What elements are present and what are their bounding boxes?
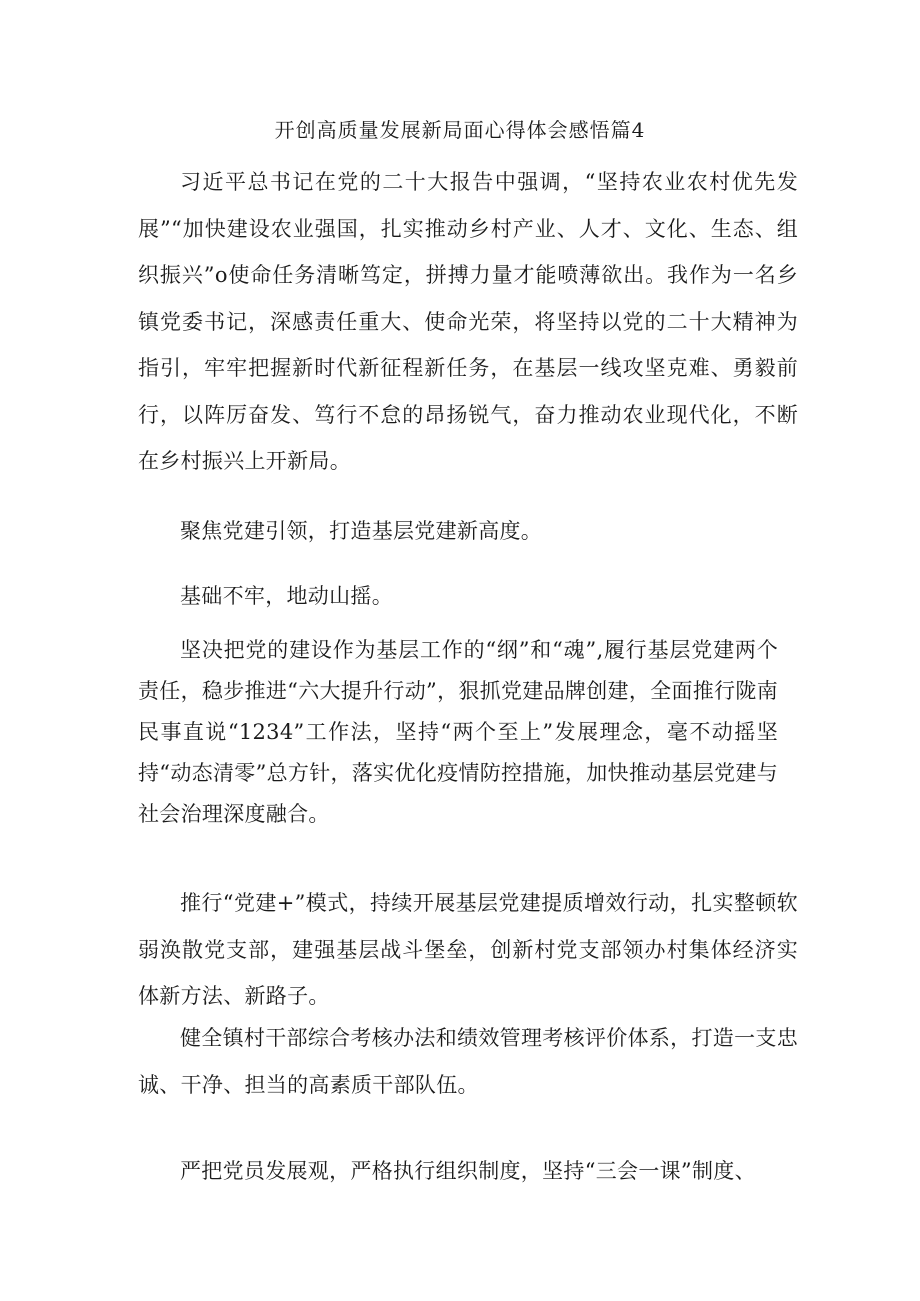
paragraph-heading-party-building: 聚焦党建引领，打造基层党建新高度。 xyxy=(180,519,543,543)
paragraph-member-development: 严把党员发展观，严格执行组织制度，坚持“三会一课”制度、 xyxy=(180,1159,756,1183)
paragraph-foundation: 基础不牢，地动山摇。 xyxy=(180,584,393,608)
paragraph-intro: 习近平总书记在党的二十大报告中强调，“坚持农业农村优先发展”“加快建设农业强国，扎实推动乡村产业、人才、文化、生态、组织振兴”o使命任务清晰笃定，拼搏力量才能喷薄欲出。我作为一名乡镇党委书记，深感责任重大、使命光荣，将坚持以党的二十大精神为指引，牢牢把握新时代新征程新任务，在基层一线攻坚克难、勇毅前行，以阵厉奋发、笃行不怠的昂扬锐气，奋力推动农业现代化，不断在乡村振兴上开新局。 xyxy=(138,170,798,473)
document-title: 开创高质量发展新局面心得体会感悟篇4 xyxy=(274,118,646,142)
paragraph-party-responsibility: 坚决把党的建设作为基层工作的“纲”和“魂”,履行基层党建两个责任，稳步推进“六大提升行动”，狠抓党建品牌创建，全面推行陇南民事直说“1234”工作法，坚持“两个至上”发展理念，毫不动摇坚持“动态清零”总方针，落实优化疫情防控措施，加快推动基层党建与社会治理深度融合。 xyxy=(138,638,778,826)
paragraph-party-plus-model: 推行“党建+”模式，持续开展基层党建提质增效行动，扎实整顿软弱涣散党支部，建强基层战斗堡垒，创新村党支部领办村集体经济实体新方法、新路子。 xyxy=(138,891,798,1008)
paragraph-cadre-assessment: 健全镇村干部综合考核办法和绩效管理考核评价体系，打造一支忠诚、干净、担当的高素质干部队伍。 xyxy=(138,1026,798,1097)
